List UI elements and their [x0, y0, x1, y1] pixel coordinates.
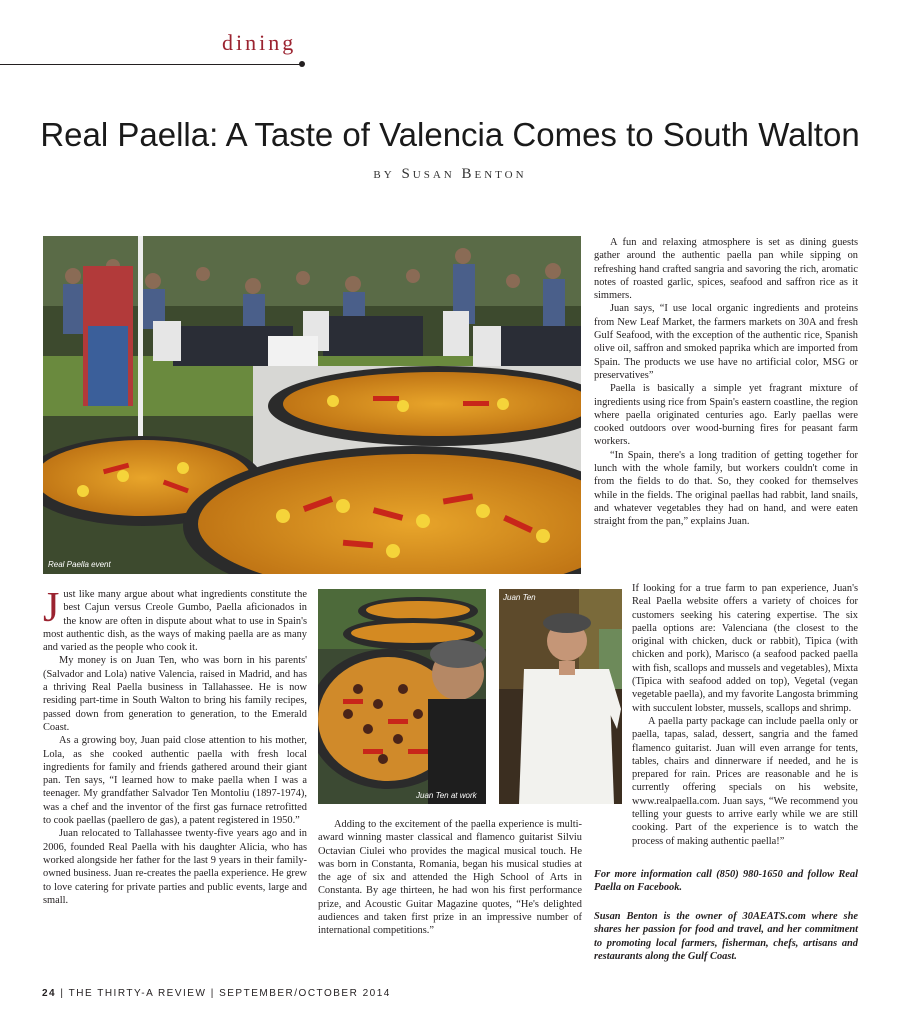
paragraph: Paella is basically a simple yet fragrant mixture of ingredients using rice from Spain's eastern coastline, the region where paella originated centuries ago. Early paellas were cooked outdoors over wood-burning fires for peasant farm workers.: [594, 383, 858, 448]
byline: by Susan Benton: [373, 166, 527, 182]
section-rule: [0, 64, 304, 65]
footer-separator: |: [210, 988, 215, 999]
paragraph-text: ust like many argue about what ingredients constitute the best Cajun versus Creole Gumbo, Paella aficionados in the know are often in dispute about what to use in Spain's most authentic dish, as the ways of making paella are as many and varied as the people who cook it.: [43, 589, 307, 654]
juan-at-work-photo: [318, 589, 486, 804]
paragraph: My money is on Juan Ten, who was born in his parents' (Salvador and Lola) native Valencia, raised in Madrid, and has a thriving Real Paella business in Tallahassee. He is now residing part-time in South Walton to bring his family recipes, passed down from generation to generation, to the Emerald Coast.: [43, 655, 307, 733]
footer-separator: |: [60, 988, 65, 999]
section-label: dining: [222, 30, 297, 55]
paragraph: Juan says, “I use local organic ingredients and proteins from New Leaf Market, the farmers markets on 30A and fresh Gulf Seafood, with the exception of the authentic rice, Spanish olive oil, saffron and smoked paprika which are imported from Spain. The products we use have no artificial color, MSG or preservatives”: [594, 303, 858, 381]
publication-name: THE THIRTY-A REVIEW: [68, 988, 207, 999]
drop-cap: J: [43, 585, 60, 631]
main-photo: [43, 236, 581, 574]
paragraph: “In Spain, there's a long tradition of getting together for lunch with the whole family, but workers couldn't come in from the fields to do that. So, they cooked for themselves while in the fields. The original paellas had rabbit, land snails, and whatever vegetables they had on hand, and were eaten straight from the pan,” explains Juan.: [594, 449, 858, 528]
contact-info-text: For more information call (850) 980-1650 and follow Real Paella on Facebook.: [594, 869, 858, 894]
paragraph: Adding to the excitement of the paella experience is multi-award winning master classical and flamenco guitarist Silviu Octavian Ciulei who provides the magical musical touch. He was born in Constanta, Romania, began his musical studies at the age of six and attended the High School of Arts in Constanta. By age thirteen, he had won his first performance prize, and Acoustic Guitar Magazine quotes, “He's delighted audiences and taken first prize in an impressive number of international competitions.”: [318, 819, 582, 937]
article-column-1: [43, 585, 307, 907]
author-bio-text: Susan Benton is the owner of 30AEATS.com where she shares her passion for food and travel, and her commitment to promoting local farmers, fisherman, chefs, artisans and restaurants along the Gulf Coast.: [594, 911, 858, 962]
juan-portrait-caption: Juan Ten: [503, 593, 536, 602]
juan-at-work-caption: Juan Ten at work: [416, 791, 477, 800]
article-column-2: [318, 818, 582, 938]
paragraph: A fun and relaxing atmosphere is set as dining guests gather around the authentic paella pan while sipping on refreshing hand crafted sangria and savoring the rich, aromatic notes of roasted garlic, spices, seafood and saffron rice as it simmers.: [594, 237, 858, 302]
page-number: 24: [42, 988, 57, 999]
juan-portrait-photo: [499, 589, 622, 804]
section-rule-dot: [299, 61, 305, 67]
paragraph: [43, 585, 307, 654]
issue-date: SEPTEMBER/OCTOBER 2014: [219, 988, 391, 999]
paragraph: A paella party package can include paella only or paella, tapas, salad, dessert, sangria and the famed flamenco guitarist. Juan will even arrange for tents, tables, chairs and dinnerware if needed, and he is prepared for rain. Prices are reasonable and he is currently offering specials on his website, www.realpaella.com. Juan says, “We recommend you telling your guests to arrive early while we are still cooking. Part of the experience is to watch the process of making authentic paella!”: [632, 715, 858, 847]
paragraph: As a growing boy, Juan paid close attention to his mother, Lola, as she cooked authentic paella with fresh local ingredients for family and friends gathered around their giant pan. Ten says, “I learned how to make paella when I was a teenager. My grandfather Salvador Ten Montoliu (1897-1974), was a chef and the inventor of the first gas furnace retrofitted to cook paellas (paellero de gas), a patent registered in 1950.”: [43, 735, 307, 827]
article-headline: Real Paella: A Taste of Valencia Comes to South Walton: [40, 116, 860, 153]
article-column-3-upper: [594, 236, 858, 529]
paragraph: If looking for a true farm to pan experience, Juan's Real Paella website offers a variety of choices for customers seeking his catering expertise. The six paella options are: Valenciana (the closest to the original with chicken, duck or rabbit), Tipica (with chicken and pork), Marisco (a seafood packed paella with fish, scallops and mussels and vegetables), Mixta (Tipica with seafood added on top), Vegetal (vegan vegetable paella), and my favorite Langosta brimming with succulent lobster, mussels, scallops and shrimp.: [632, 583, 858, 714]
paragraph: Juan relocated to Tallahassee twenty-five years ago and in 2006, founded Real Paella with his daughter Alicia, who has worked alongside her father for the last 9 years in their family-owned business. Juan re-creates the paella experience. He grew to love catering for private parties and public events, large and small.: [43, 828, 307, 906]
page-footer: [42, 988, 391, 999]
author-bio: [594, 910, 858, 963]
main-photo-caption: Real Paella event: [48, 560, 111, 569]
contact-info: [594, 868, 858, 895]
article-column-3-lower: [632, 582, 858, 848]
